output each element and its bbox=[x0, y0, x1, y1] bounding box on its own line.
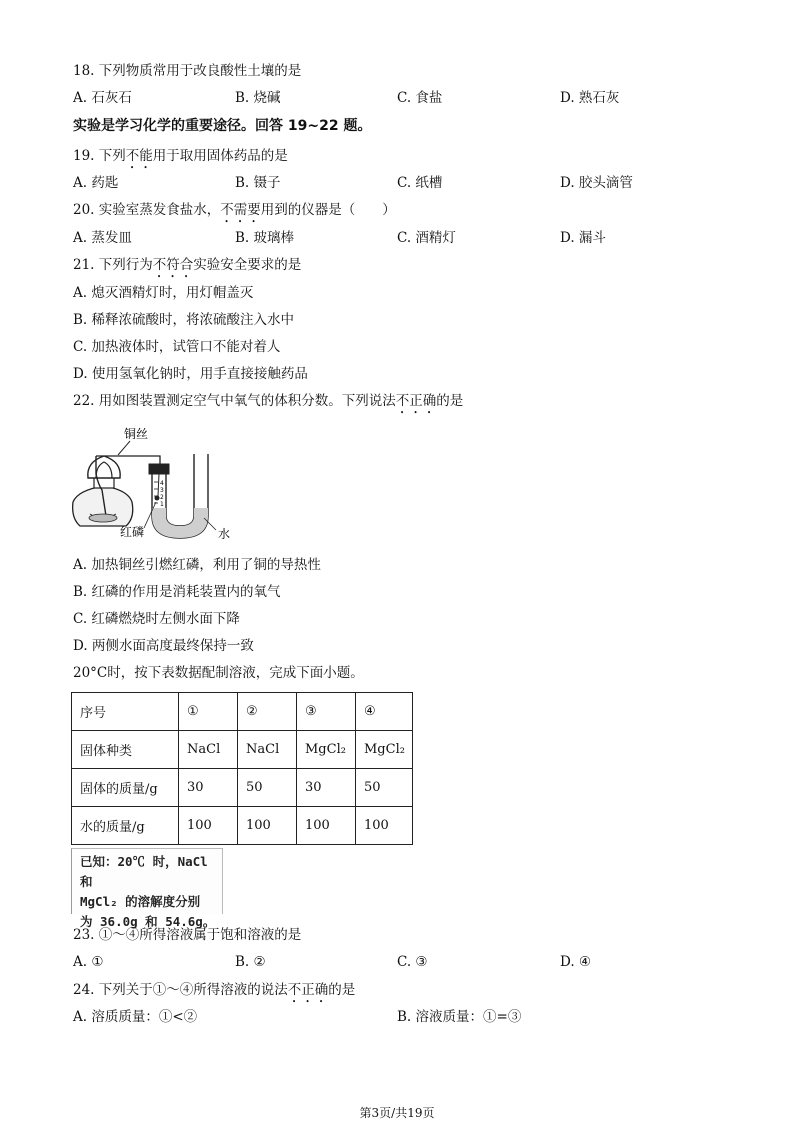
table-cell: 序号 bbox=[72, 693, 179, 731]
q22-option-d: D. 两侧水面高度最终保持一致 bbox=[73, 638, 254, 654]
water-label: 水 bbox=[218, 527, 231, 541]
note-line: 已知：20℃ 时，NaCl 和 bbox=[80, 854, 208, 889]
q23-option-d: D. ④ bbox=[560, 954, 592, 970]
table-cell: 100 bbox=[179, 807, 238, 845]
table-row bbox=[72, 769, 413, 807]
q21-option-c: C. 加热液体时，试管口不能对着人 bbox=[73, 339, 281, 355]
table-row bbox=[72, 693, 413, 731]
q24-option-a: A. 溶质质量：①<② bbox=[73, 1009, 198, 1025]
table-cell: 50 bbox=[238, 769, 297, 807]
note-line: 为 36.0g 和 54.6g。 bbox=[80, 914, 216, 929]
q23-option-a: A. ① bbox=[73, 954, 104, 970]
q24-stem: 24. 下列关于①～④所得溶液的说法不正确的是 bbox=[73, 982, 356, 998]
red-phosphorus-label: 红磷 bbox=[120, 525, 145, 539]
table-cell: 100 bbox=[238, 807, 297, 845]
table-cell: 100 bbox=[297, 807, 356, 845]
q19-option-b: B. 镊子 bbox=[235, 175, 281, 191]
scale-label-4: 4 bbox=[160, 480, 164, 487]
q19-option-a: A. 药匙 bbox=[73, 175, 119, 191]
q18-option-c: C. 食盐 bbox=[397, 90, 443, 106]
table-cell: ④ bbox=[356, 693, 413, 731]
q22-stem: 22. 用如图装置测定空气中氧气的体积分数。下列说法不正确的是 bbox=[73, 393, 464, 409]
q19-stem: 19. 下列不能用于取用固体药品的是 bbox=[73, 148, 288, 164]
table-intro: 20°C时，按下表数据配制溶液，完成下面小题。 bbox=[73, 665, 364, 681]
solubility-note bbox=[71, 848, 223, 929]
q23-option-c: C. ③ bbox=[397, 954, 428, 970]
q19-option-d: D. 胶头滴管 bbox=[560, 175, 633, 191]
table-cell: 固体的质量/g bbox=[72, 769, 179, 807]
q20-stem: 20. 实验室蒸发食盐水，不需要用到的仪器是（ ） bbox=[73, 202, 396, 218]
emphasis-text: 不能 bbox=[125, 148, 153, 164]
table-cell: MgCl₂ bbox=[356, 731, 413, 769]
q22-option-b: B. 红磷的作用是消耗装置内的氧气 bbox=[73, 584, 281, 600]
table-cell: 100 bbox=[356, 807, 413, 845]
table-cell: 30 bbox=[297, 769, 356, 807]
q20-option-d: D. 漏斗 bbox=[560, 230, 606, 246]
table-cell: 50 bbox=[356, 769, 413, 807]
table-cell: NaCl bbox=[179, 731, 238, 769]
page-footer: 第3页/共19页 bbox=[359, 1106, 435, 1120]
q23-option-b: B. ② bbox=[235, 954, 266, 970]
q22-option-c: C. 红磷燃烧时左侧水面下降 bbox=[73, 611, 240, 627]
emphasis-text: 不符合 bbox=[152, 257, 194, 273]
section-heading: 实验是学习化学的重要途径。回答 19~22 题。 bbox=[73, 118, 372, 134]
emphasis-text: 不正确 bbox=[287, 982, 329, 998]
q18-option-d: D. 熟石灰 bbox=[560, 90, 620, 106]
q20-option-b: B. 玻璃棒 bbox=[235, 230, 295, 246]
q18-option-b: B. 烧碱 bbox=[235, 90, 281, 106]
copper-wire-label: 铜丝 bbox=[124, 427, 149, 441]
q20-option-a: A. 蒸发皿 bbox=[73, 230, 132, 246]
q20-option-c: C. 酒精灯 bbox=[397, 230, 456, 246]
q21-option-a: A. 熄灭酒精灯时，用灯帽盖灭 bbox=[73, 285, 254, 301]
q18-option-a: A. 石灰石 bbox=[73, 90, 132, 106]
q21-stem: 21. 下列行为不符合实验安全要求的是 bbox=[73, 257, 302, 273]
solution-data-table bbox=[71, 692, 413, 845]
q19-option-c: C. 纸槽 bbox=[397, 175, 443, 191]
scale-label-1: 1 bbox=[160, 501, 164, 508]
q23-stem: 23. ①～④所得溶液属于饱和溶液的是 bbox=[73, 927, 302, 943]
emphasis-text: 不需要 bbox=[220, 202, 261, 218]
scale-label-3: 3 bbox=[160, 487, 164, 494]
table-cell: 30 bbox=[179, 769, 238, 807]
table-row bbox=[72, 731, 413, 769]
q21-option-d: D. 使用氢氧化钠时，用手直接接触药品 bbox=[73, 366, 308, 382]
q24-option-b: B. 溶液质量：①=③ bbox=[397, 1009, 522, 1025]
table-cell: MgCl₂ bbox=[297, 731, 356, 769]
note-line: MgCl₂ 的溶解度分别 bbox=[80, 894, 201, 909]
emphasis-text: 不正确 bbox=[395, 393, 437, 409]
table-cell: NaCl bbox=[238, 731, 297, 769]
q22-option-a: A. 加热铜丝引燃红磷，利用了铜的导热性 bbox=[73, 557, 321, 573]
table-cell: ② bbox=[238, 693, 297, 731]
table-cell: 固体种类 bbox=[72, 731, 179, 769]
table-cell: ① bbox=[179, 693, 238, 731]
table-cell: 水的质量/g bbox=[72, 807, 179, 845]
table-cell: ③ bbox=[297, 693, 356, 731]
q18-stem: 18. 下列物质常用于改良酸性土壤的是 bbox=[73, 63, 302, 79]
table-row bbox=[72, 807, 413, 845]
oxygen-experiment-figure bbox=[68, 424, 248, 542]
q21-option-b: B. 稀释浓硫酸时，将浓硫酸注入水中 bbox=[73, 312, 295, 328]
scale-label-2: 2 bbox=[160, 494, 164, 501]
